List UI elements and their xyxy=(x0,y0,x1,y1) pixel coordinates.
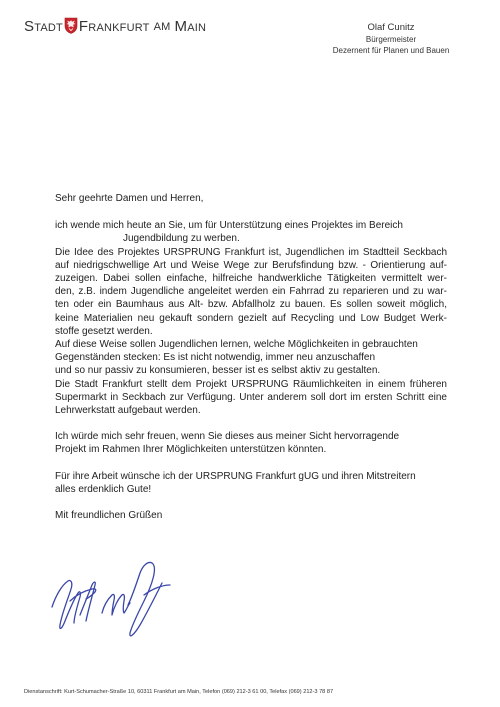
letter-body xyxy=(55,192,447,522)
paragraph-line: auf niedrigschwellige Art und Weise Wege zur Berufsfindung bzw. - Orientierung auf- xyxy=(55,259,447,271)
paragraph-line: stoffe gesetzt werden. xyxy=(55,325,153,337)
letterhead-word-frankfurt: FRANKFURT xyxy=(78,18,150,35)
paragraph-4 xyxy=(55,378,447,418)
paragraph-line: ten oder ein Baumhaus aus Alt- bzw. Abfallholz zu bauen. Es sollen soweit möglich, xyxy=(55,299,447,311)
paragraph-line: Projekt im Rahmen Ihrer Möglichkeiten unterstützen könnten. xyxy=(55,444,327,456)
paragraph-line: den, z.B. indem Jugendliche angeleitet werden ein Fahrrad zu reparieren und zu war- xyxy=(55,286,447,298)
paragraph-line: und so nur passiv zu konsumieren, besser ist es selbst aktiv zu gestalten. xyxy=(55,365,381,377)
footer-address: Dienstanschrift: Kurt-Schumacher-Straße 10, 60311 Frankfurt am Main, Telefon (069) 212-3 61 00, Telefax (069) 212-3 78 87 xyxy=(24,689,334,695)
paragraph-line: Die Idee des Projektes URSPRUNG Frankfurt ist, Jugendlichen im Stadtteil Seckbach xyxy=(55,246,447,258)
paragraph-line: Auf diese Weise sollen Jugendlichen lernen, welche Möglichkeiten in gebrauchten xyxy=(55,339,418,351)
paragraph-5 xyxy=(55,430,447,456)
letterhead-word-main: MAIN xyxy=(174,18,207,35)
sender-block xyxy=(316,22,466,56)
paragraph-line: alles erdenklich Gute! xyxy=(55,483,152,495)
paragraph-line: Die Stadt Frankfurt stellt dem Projekt URSPRUNG Räumlichkeiten in einem früheren xyxy=(55,378,447,390)
handwritten-signature xyxy=(40,555,220,650)
frankfurt-eagle-crest-icon xyxy=(64,17,78,34)
closing: Mit freundlichen Grüßen xyxy=(55,510,163,522)
salutation: Sehr geehrte Damen und Herren, xyxy=(55,193,204,204)
paragraph-line: ich wende mich heute an Sie, um für Unterstützung eines Projektes im Bereich xyxy=(55,220,403,232)
sender-name: Olaf Cunitz xyxy=(367,22,415,33)
paragraph-line: Ich würde mich sehr freuen, wenn Sie dieses aus meiner Sicht hervorragende xyxy=(55,431,400,443)
letterhead-logo xyxy=(24,18,206,35)
letterhead-word-stadt: STADT xyxy=(24,18,63,35)
paragraph-6 xyxy=(55,470,447,496)
letterhead-word-am: AM xyxy=(153,20,171,33)
paragraph-line: Supermarkt in Seckbach zur Verfügung. Unter anderem soll dort im ersten Schritt eine xyxy=(55,391,447,403)
paragraph-1 xyxy=(55,219,447,245)
paragraph-line: Lehrwerkstatt aufgebaut werden. xyxy=(55,405,201,417)
paragraph-line: zuzeigen. Dabei sollen einfache, hilfreiche handwerkliche Tätigkeiten vermittelt wer- xyxy=(55,273,447,285)
paragraph-line: Gegenständen stecken: Es ist nicht notwendig, immer neu anzuschaffen xyxy=(55,352,376,364)
sender-title: Bürgermeister xyxy=(365,35,417,44)
sender-department: Dezernent für Planen und Bauen xyxy=(332,46,450,55)
paragraph-line: Jugendbildung zu werben. xyxy=(123,233,240,245)
paragraph-line: Für ihre Arbeit wünsche ich der URSPRUNG Frankfurt gUG und ihren Mitstreitern xyxy=(55,470,416,482)
paragraph-2 xyxy=(55,246,447,338)
paragraph-3 xyxy=(55,338,447,378)
paragraph-line: keine Materialien neu gekauft sondern gezielt auf Recycling und Low Budget Werk- xyxy=(55,312,447,324)
